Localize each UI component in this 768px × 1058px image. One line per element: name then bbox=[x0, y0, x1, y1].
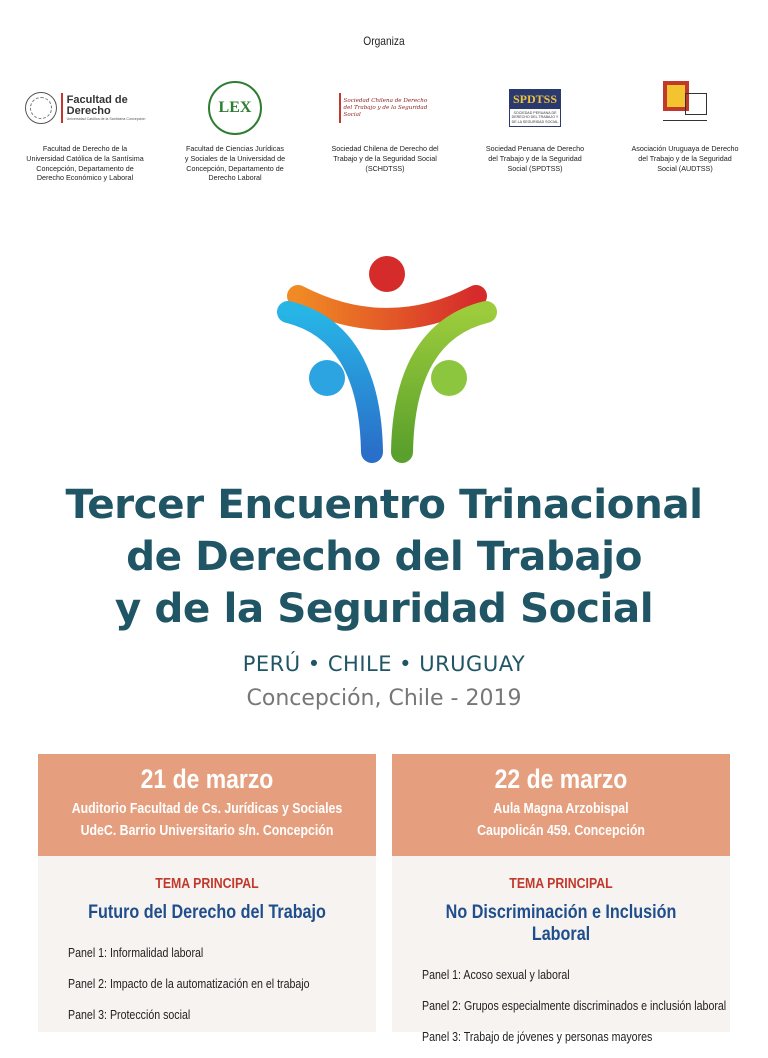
lex-seal-icon: LEX bbox=[208, 81, 262, 135]
event-title bbox=[0, 478, 768, 634]
schdtss-logo bbox=[339, 93, 432, 123]
panel-item: Panel 1: Acoso sexual y laboral bbox=[422, 968, 570, 982]
organizer-spdtss bbox=[460, 72, 610, 183]
organizer-caption: Facultad de Derecho de la Universidad Católica de la Santísima Concepción, Departamento de Derecho Económico y Laboral bbox=[26, 144, 144, 183]
day-2-panels bbox=[392, 960, 730, 1053]
day-1-venue: Auditorio Facultad de Cs. Jurídicas y Sociales UdeC. Barrio Universitario s/n. Concepción bbox=[71, 801, 343, 839]
spdtss-logo-subtext: SOCIEDAD PERUANA DE DERECHO DEL TRABAJO Y DE LA SEGURIDAD SOCIAL bbox=[511, 110, 559, 124]
event-title-line-3: y de la Seguridad Social bbox=[114, 584, 654, 632]
event-title-line-2: de Derecho del Trabajo bbox=[126, 532, 642, 580]
organizer-caption: Asociación Uruguaya de Derecho del Trabajo y de la Seguridad Social (AUDTSS) bbox=[631, 144, 739, 173]
day-1-header bbox=[38, 754, 376, 856]
organizer-audtss bbox=[610, 72, 760, 183]
day-2-header bbox=[392, 754, 730, 856]
panel-item: Panel 2: Grupos especialmente discriminados e inclusión laboral bbox=[422, 999, 727, 1013]
organizers-row bbox=[10, 72, 758, 183]
schdtss-logo-text: Sociedad Chilena de Derecho del Trabajo y de la Seguridad Social bbox=[343, 97, 428, 118]
event-title-line-1: Tercer Encuentro Trinacional bbox=[65, 480, 703, 528]
event-countries: PERÚ • CHILE • URUGUAY bbox=[242, 652, 526, 676]
organizer-udec bbox=[160, 72, 310, 183]
day-1-theme: Futuro del Derecho del Trabajo bbox=[88, 902, 326, 923]
spdtss-logo bbox=[509, 89, 561, 127]
day-2-venue: Aula Magna Arzobispal Caupolicán 459. Concepción bbox=[477, 801, 645, 839]
ucsc-logo-text: Facultad de Derecho bbox=[66, 94, 128, 117]
audtss-logo-icon bbox=[663, 81, 707, 135]
day-1-tema-label: TEMA PRINCIPAL bbox=[155, 876, 259, 892]
panel-item: Panel 2: Impacto de la automatización en el trabajo bbox=[68, 977, 310, 991]
panel-item: Panel 3: Trabajo de jóvenes y personas mayores bbox=[422, 1030, 653, 1044]
organizer-caption: Sociedad Chilena de Derecho del Trabajo y de la Seguridad Social (SCHDTSS) bbox=[331, 144, 439, 173]
event-emblem-icon bbox=[270, 252, 504, 464]
organizer-ucsc bbox=[10, 72, 160, 183]
day-2-date: 22 de marzo bbox=[494, 764, 628, 794]
organiza-label: Organiza bbox=[363, 34, 405, 48]
ucsc-logo bbox=[25, 92, 146, 124]
organizer-caption: Sociedad Peruana de Derecho del Trabajo y de la Seguridad Social (SPDTSS) bbox=[485, 144, 585, 173]
panel-item: Panel 3: Protección social bbox=[68, 1008, 191, 1022]
spdtss-logo-text: SPDTSS bbox=[510, 90, 560, 109]
organizer-caption: Facultad de Ciencias Jurídicas y Sociales de la Universidad de Concepción, Departamento de Derecho Laboral bbox=[184, 144, 286, 183]
day-2-tema-label: TEMA PRINCIPAL bbox=[509, 876, 613, 892]
ucsc-seal-icon bbox=[25, 92, 57, 124]
day-2-column bbox=[392, 754, 730, 1044]
event-place: Concepción, Chile - 2019 bbox=[246, 686, 522, 711]
panel-item: Panel 1: Informalidad laboral bbox=[68, 946, 204, 960]
day-1-panels bbox=[38, 938, 376, 1031]
day-1-date: 21 de marzo bbox=[140, 764, 274, 794]
organizer-schdtss bbox=[310, 72, 460, 183]
day-1-column bbox=[38, 754, 376, 1032]
ucsc-logo-subtext: Universidad Católica de la Santísima Concepción bbox=[66, 117, 146, 121]
day-2-theme: No Discriminación e Inclusión Laboral bbox=[445, 902, 677, 945]
